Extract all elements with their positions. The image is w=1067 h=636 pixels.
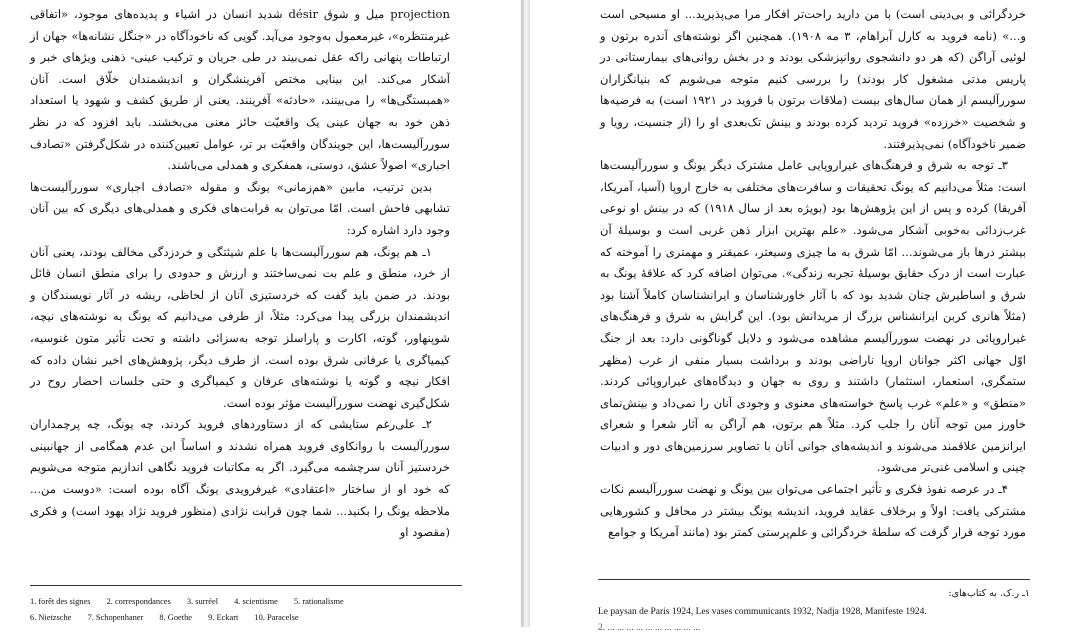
right-page-body: [600, 4, 1026, 544]
footnote-item: 5. rationalisme: [293, 597, 344, 606]
right-footnote-rule: [598, 579, 1030, 580]
left-paragraph-3: ۱ـ هم یونگ، هم سوررآلیست‌ها با علم شیئتگی و خردزدگی مخالف بودند، یعنی آنان از خرد، منطق و علم بت نمی‌ساختند و ارزش و حدودی را برای منطق انسان قائل بودند. در ضمن باید گفت که خردستیزی آنان از لحاظی، ریشه در آثار نویسندگان و اندیشمندان بزرگی پیدا می‌کرد: مثلاً، از طرفی می‌دانیم که یونگ به نوشته‌های نیچه، شوپنهاور، گوته، اکارت و پاراسلز توجه به‌سزائی داشته و تحت تأثیر متون غنوسیه، کیمیاگری یا عرفانی شرق بوده است. از طرف دیگر، پژوهش‌های اخیر نشان داده که افکار نیچه و گوته یا نوشته‌های عرفان و کیمیاگری و حتی جلسات احضار روح در شکل‌گیری نهضت سوررآلیست مؤثر بوده است.: [30, 244, 450, 410]
right-paragraph-1: خردگرائی و بی‌دینی است) با من دارید راحت‌تر افکار مرا می‌پذیرید... او مسیحی است و...» (نامه فروید به کارل آبراهام، ۳ مه ۱۹۰۸). همچنین اگر نوشته‌های آندره برتون و لوئیی آراگن (که هر دو دانشجوی روانپزشکی بودند و در بخش روانی‌های بیمارستانی در پاریس مدتی مشغول کار بودند) را بررسی کنیم متوجه می‌شویم که بنیانگزاران سوررآلیسم از همان سال‌های بیست (ملاقات برتون با فروید در ۱۹۲۱ است) به فرضیه‌ها و شخصیت «خرزده» فروید تردید کرده بودند و بینش تک‌بعدی او را (از جنسیت، رویا و ضمیر ناخودآگاه) نمی‌پذیرفتند.: [600, 7, 1027, 151]
book-gutter: [521, 0, 530, 627]
footnote-item: 4. scientisme: [234, 597, 278, 606]
right-page: [530, 0, 1067, 633]
footnote-item: 9. Eckart: [208, 613, 239, 622]
left-paragraph-1: projection میل و شوق désir شدید انسان در اشیاء و پدیده‌های موجود، «اتفاقی غیرمنتظره»، غیرمعمول به‌وجود می‌آید. گویی که ناخودآگاه در «جنگل نشانه‌ها» جهان از ارتباطات پنهانی راکه عقل نمی‌بیند در طی جریان و ترکیب عینی- ذهنی ویژهای خبر و آشکار می‌کند. این بینایی مختص آفرینشگران و اندیشمندان خلّاق است. آنان «همبستگی‌ها» را می‌بینند، «حادثه» آفرینند. یعنی از طریق کشف و شهود یا استعداد ذهن خود به جهان عینی یک واقعیّت حائز معنی می‌بخشند. باید افزود که در نظر سوررآلیست‌ها، این جویندگان واقعیّت بر تر، عوامل تعیین‌کننده در شکل‌گرفتن «تصادف اجباری» اصولاً عشق، دوستی، همفکری و همدلی می‌باشند.: [30, 7, 450, 173]
left-footnote-rule: [30, 585, 462, 586]
right-footnote-persian: ۱ـ ر.ک. به کتاب‌های:: [948, 588, 1030, 599]
left-footnotes-line-1: [30, 594, 500, 609]
left-paragraph-4: ۲ـ علی‌رغم ستایشی که از دستاوردهای فروید کردند، چه یونگ، چه پرچمداران سوررآلیست با روانکاوی فروید همراه نشدند و اساساً این عدم همگامی از جهانبینی خردستیز آنان سرچشمه می‌گیرد. اگر به مکاتبات فروید نگاهی اندازیم متوجه می‌شویم که خود او از ساختار «اعتقادی» غیرفرویدی یونگ آگاه بوده است: «دوست من... ملاحظه یونگ را بکنید... شما چون قرابت نژادی (منظور فروید نژاد یهود است) و فکری (مقصود او: [30, 417, 450, 540]
footnote-item: 8. Goethe: [159, 613, 192, 622]
footnote-item: 1. forêt des signes: [30, 597, 91, 606]
left-page: [0, 0, 521, 627]
footnote-item: 3. surréel: [186, 597, 219, 606]
left-paragraph-2: بدین ترتیب، مابین «هم‌زمانی» یونگ و مقوله «تصادف اجباری» سوررآلیست‌ها تشابهی فاحش است. امّا می‌توان به قرابت‌های فکری و همدلی‌های دیگری که بین آنان وجود دارد اشاره کرد:: [30, 179, 450, 237]
footnote-item: 10. Paracelse: [254, 613, 299, 622]
footnote-item: 2. correspondances: [106, 597, 171, 606]
right-paragraph-3: ۴ـ در عرصه نفوذ فکری و تأثیر اجتماعی می‌توان بین یونگ و نهضت سوررآلیسم نکات مشترکی یافت: اولاً و برخلاف عقاید فروید، اندیشه یونگ بیشتر در محافل و کشورهایی مورد توجه قرار گرفت که سلطهٔ خردگرائی و علم‌پرستی کمتر بود (مانند آمریکا و جوامع: [600, 482, 1026, 540]
right-paragraph-2: ۳ـ توجه به شرق و فرهنگ‌های غیراروپایی عامل مشترک دیگر یونگ و سوررآلیست‌ها است: مثلاً می‌دانیم که یونگ تحقیقات و سافرت‌های مختلفی به خارج اروپا (آسیا، آمریکا، آفریقا) کرده و پس از این پژوهش‌ها بود (بویژه بعد از سال ۱۹۱۸) که در بینش او نوعی غرب‌زدائی به‌خوبی آشکار می‌شود. «علم بهترین ابزار ذهن غربی است و بوسیلهٔ آن بیشتر درها باز می‌شوند... امّا شرق به ما چیزی وسیعتر، عمیقتر و مهمتری را آموخته که عبارت است از درک حقایق بوسیلهٔ تجربه زندگی». می‌توان اضافه کرد که علاقهٔ یونگ به شرق و اساطیرش چنان شدید بود که با آثار خاورشناسان و ایرانشناسان کاملاً آشنا بود (مثلاً هانری کربن ایرانشناس بزرگ از مریدانش بود). این گرایش به شرق و فرهنگ‌های غیراروپائی در نهضت سوررآلیسم مشاهده می‌شود و دلایل گوناگونی دارد: بعد از جنگ اوّل جهانی اکثر جوانان اروپا ناراضی بودند و برداشت بسیار منفی از غرب (مظهر ستمگری، استعمار، استثمار) داشتند و روی به جهان و دیدگاه‌های غیراروپائی کردند. «منطق» و «علم» غرب پاسخ خواسته‌های معنوی و وجودی آنان را نمی‌داد و بینش‌نمای خاورز مین توجه آنان را جلب کرد. مثلاً هم برتون، هم آراگن به آثار شعرا و شعرای ایرانزمین علاقمند می‌شوند و اندیشه‌های جوانی آنان با تصاویر سرزمین‌های دور و ادبیات چینی و اسلامی غنی‌تر می‌شود.: [600, 158, 1026, 475]
left-footnotes-line-2: [30, 610, 500, 625]
footnote-item: 6. Nietzsche: [30, 613, 72, 622]
right-footnote-english: Le paysan de Paris 1924, Les vases communicants 1932, Nadja 1928, Manifeste 1924.: [598, 607, 927, 617]
footnote-item: 7. Schopenhaner: [87, 613, 144, 622]
left-page-body: [30, 4, 450, 544]
right-footnote-cutoff: 2. ... ... ... ... ... ... ... ... ... ...: [598, 623, 701, 633]
